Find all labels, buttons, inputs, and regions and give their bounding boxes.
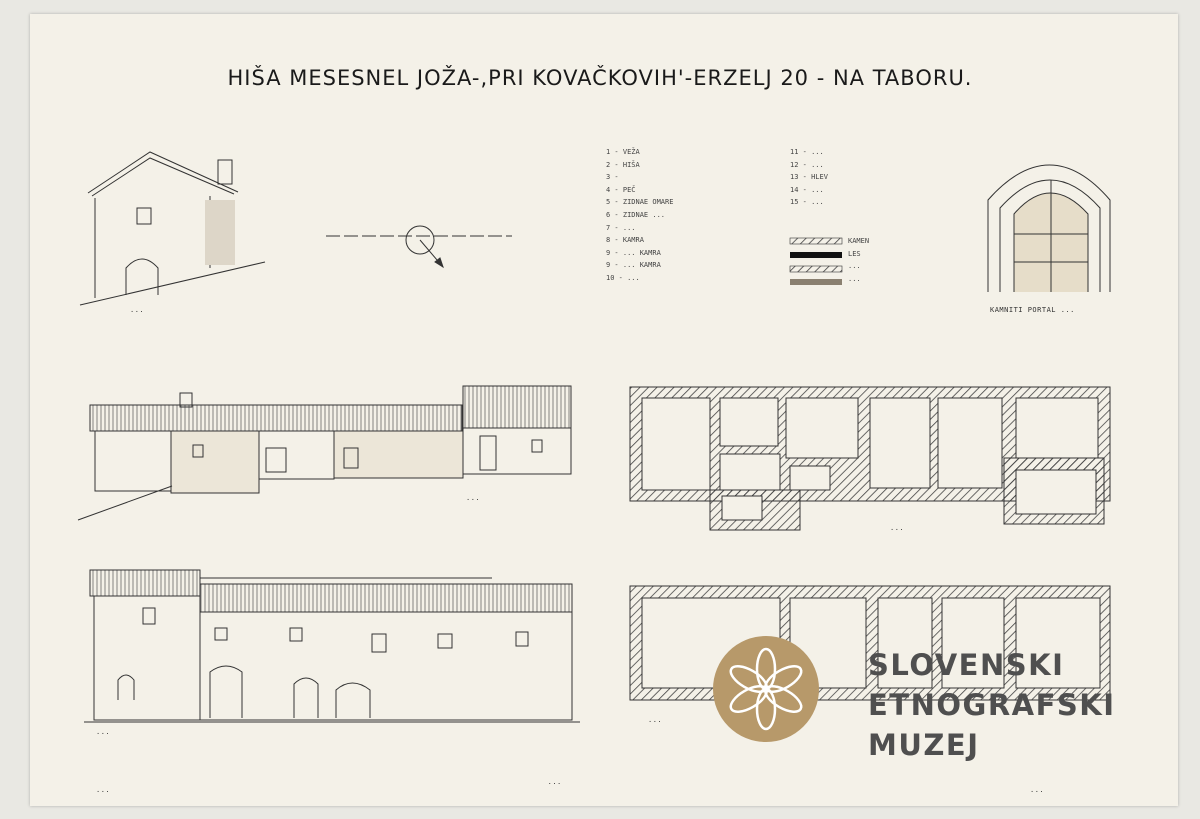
legend-item: 5 - ZIDNAE OMARE (606, 198, 674, 207)
material-label: KAMEN (848, 237, 870, 245)
material-label: ... (848, 274, 861, 283)
caption-facade-top: ... (466, 494, 481, 502)
legend-item: 7 - ... (606, 223, 636, 232)
museum-watermark (868, 645, 1116, 765)
section-marker (326, 226, 512, 267)
caption-cross-view: ... (130, 306, 145, 314)
legend-item: 9 - ... KAMRA (606, 261, 661, 270)
watermark-line-2: ETNOGRAFSKI (868, 688, 1116, 722)
legend-item: 4 - PEČ (606, 185, 636, 194)
caption-facade-bottom: ... (96, 728, 111, 736)
footer-center: ... (548, 778, 563, 786)
legend-item: 3 - (606, 173, 619, 182)
portal-drawing (988, 165, 1110, 292)
room-legend-left (606, 146, 673, 285)
footer-left: ... (96, 786, 111, 794)
caption-plan-top: ... (890, 524, 905, 532)
plan-top-drawing (630, 387, 1110, 530)
legend-item: 15 - ... (790, 198, 824, 207)
legend-item: 8 - KAMRA (606, 236, 644, 245)
room-legend-right (790, 146, 828, 209)
material-label: ... (848, 262, 861, 271)
facade-top-drawing (78, 386, 571, 520)
legend-item: 11 - ... (790, 148, 824, 156)
material-legend (848, 235, 869, 285)
caption-portal: KAMNITI PORTAL ... (990, 306, 1075, 314)
legend-item: 12 - ... (790, 160, 824, 169)
legend-item: 2 - HIŠA (606, 160, 640, 169)
footer-right: ... (1030, 786, 1045, 794)
legend-item: 14 - ... (790, 185, 824, 194)
cross-view-drawing (80, 152, 265, 305)
material-label: LES (848, 249, 861, 258)
material-swatches (790, 238, 842, 285)
drawing-title: HIŠA MESESNEL JOŽA-,PRI KOVAČKOVIH'-ERZELJ 20 - NA TABORU. (227, 66, 973, 90)
watermark-line-1: SLOVENSKI (868, 648, 1065, 682)
legend-item: 13 - HLEV (790, 173, 828, 182)
flower-logo-icon (712, 635, 820, 743)
watermark-line-3: MUZEJ (868, 728, 980, 762)
legend-item: 9 - ... KAMRA (606, 248, 661, 257)
legend-item: 6 - ZIDNAE ... (606, 210, 666, 219)
facade-bottom-drawing (84, 570, 580, 722)
caption-plan-bottom: ... (648, 716, 663, 724)
legend-item: 1 - VEŽA (606, 148, 640, 156)
legend-item: 10 - ... (606, 273, 640, 282)
